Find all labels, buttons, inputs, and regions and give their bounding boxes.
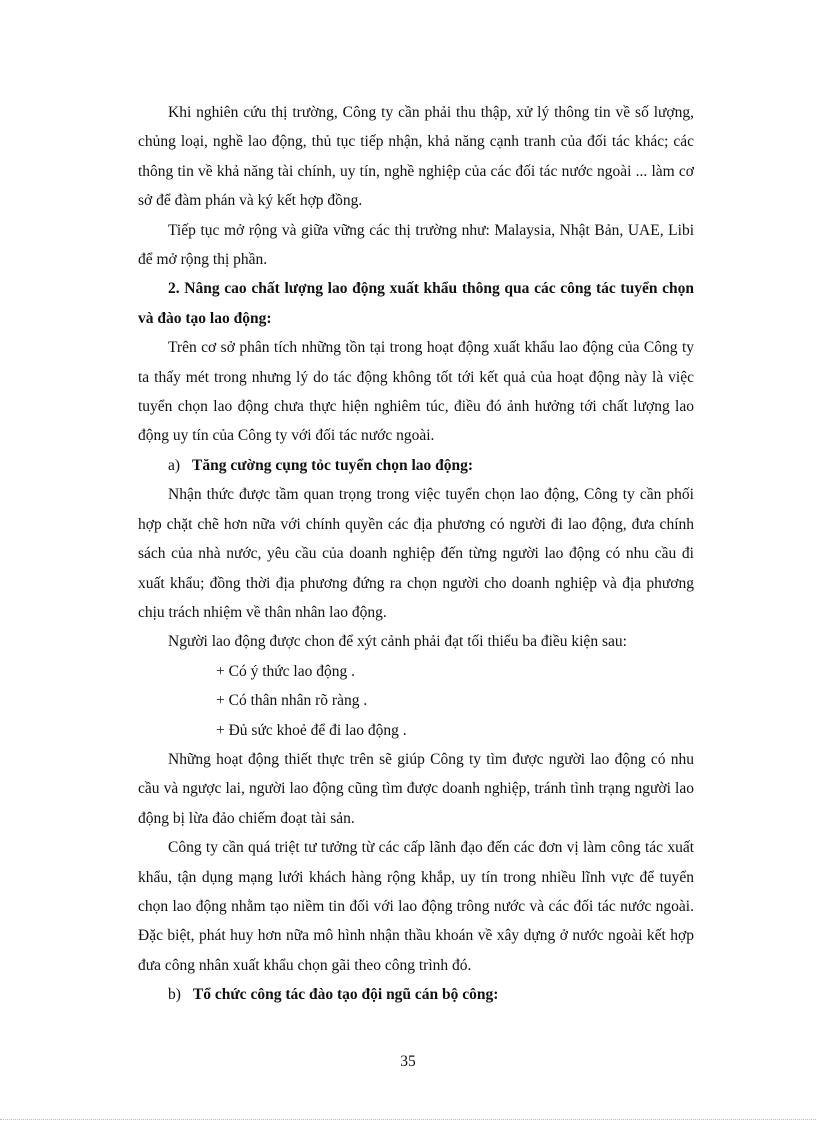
paragraph: Khi nghiên cứu thị trường, Công ty cần phải thu thập, xử lý thông tin về số lượng, chủng loại, nghề lao động, thủ tục tiếp nhận, khả năng cạnh tranh của đối tác khác; các thông tin về khả năng tài chính, uy tín, nghề nghiệp của các đối tác nước ngoài ... làm cơ sở để đàm phán và ký kết hợp đồng. [138, 104, 694, 210]
paragraph: Công ty cần quá triệt tư tưởng từ các cấp lãnh đạo đến các đơn vị làm công tác xuất khẩu, tận dụng mạng lưới khách hàng rộng khắp, uy tín trong nhiều lĩnh vực để tuyển chọn lao động nhằm tạo niềm tin đối với lao động trông nước và các đối tác nước ngoài. Đặc biệt, phát huy hơn nữa mô hình nhận thầu khoán về xây dựng ở nước ngoài kết hợp đưa công nhân xuất khẩu chọn gãi theo công trình đó. [138, 839, 694, 974]
paragraph: Người lao động được chon để xýt cảnh phải đạt tối thiểu ba điều kiện sau: [168, 633, 627, 651]
subheading-marker: b) [168, 986, 181, 1004]
subheading-a [138, 451, 694, 480]
subheading-text: Tổ chức công tác đào tạo đội ngũ cán bộ công: [192, 986, 499, 1004]
subheading-text: Tăng cường cụng tỏc tuyển chọn lao động: [192, 456, 474, 474]
page-bottom-divider [0, 1119, 816, 1120]
subheading-marker: a) [168, 456, 181, 474]
section-heading: 2. Nâng cao chất lượng lao động xuất khẩu thông qua các công tác tuyển chọn và đào tạo lao động: [138, 280, 694, 327]
paragraph: Trên cơ sở phân tích những tồn tại trong hoạt động xuất khẩu lao động của Công ty ta thấy mét trong nhưng lý do tác động không tốt tới kết quả của hoạt động này là việc tuyển chọn lao động chưa thực hiện nghiêm túc, điều đó ảnh hưởng tới chất lượng lao động uy tín của Công ty với đối tác nước ngoài. [138, 339, 694, 445]
page-number: 35 [400, 1053, 416, 1070]
subheading-b [138, 980, 694, 1009]
list-item: + Có ý thức lao động . [216, 662, 355, 680]
paragraph: Những hoạt động thiết thực trên sẽ giúp Công ty tìm được người lao động có nhu cầu và ngược lai, người lao động cũng tìm được doanh nghiệp, tránh tình trạng người lao động bị lừa đảo chiếm đoạt tài sản. [138, 750, 694, 827]
body-text [138, 98, 694, 1010]
list-item: + Có thân nhân rõ ràng . [216, 692, 368, 710]
paragraph: Nhận thức được tầm quan trọng trong việc tuyển chọn lao động, Công ty cần phối hợp chặt chẽ hơn nữa với chính quyền các địa phương có người đi lao động, đưa chính sách của nhà nước, yêu cầu của doanh nghiệp đến từng người lao động có nhu cầu đi xuất khẩu; đồng thời địa phương đứng ra chọn người cho doanh nghiệp và địa phương chịu trách nhiệm về thân nhân lao động. [138, 486, 694, 621]
list-item: + Đủ sức khoẻ để đi lao động . [216, 721, 407, 739]
paragraph: Tiếp tục mở rộng và giữa vững các thị trường như: Malaysia, Nhật Bản, UAE, Libi để mở rộng thị phần. [138, 221, 694, 269]
